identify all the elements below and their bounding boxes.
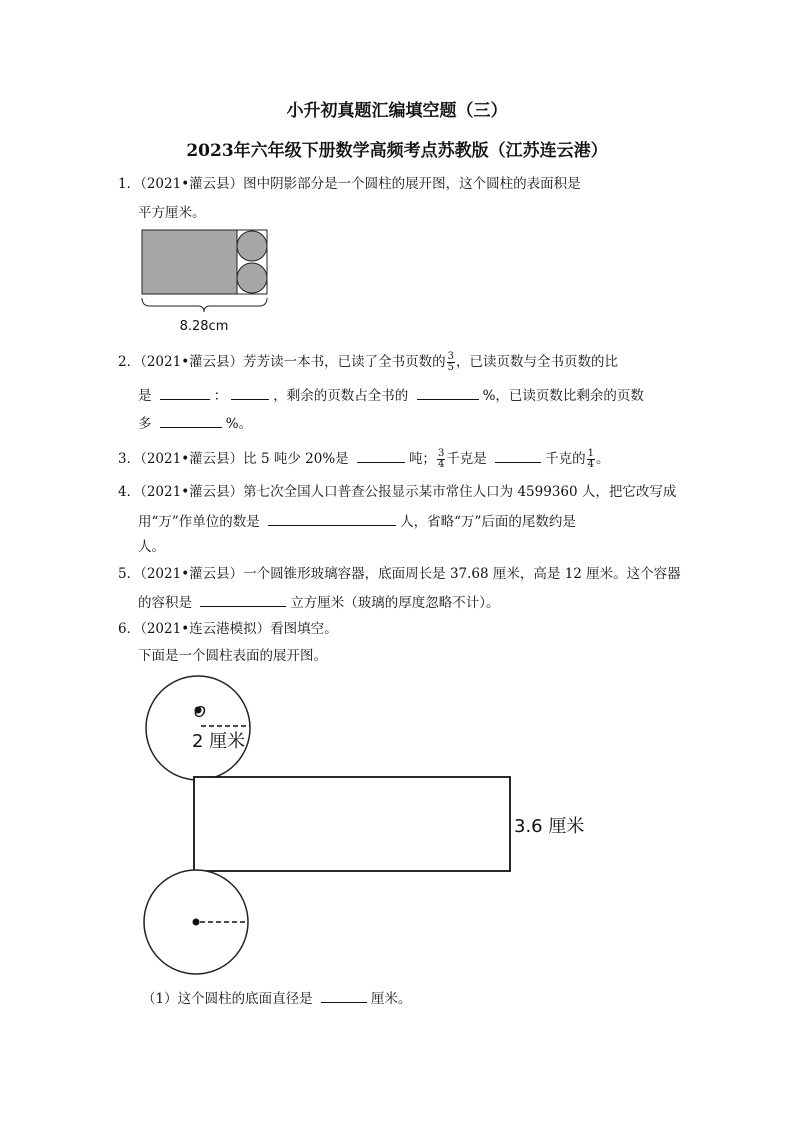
question-text: 看图填空。 — [270, 621, 338, 637]
question-2-line-1 — [118, 352, 618, 373]
question-2-line-3 — [138, 413, 252, 433]
question-text: 平方厘米。 — [138, 205, 206, 221]
page-title: 小升初真题汇编填空题（三） — [286, 101, 508, 121]
question-number: 4． — [118, 484, 141, 500]
question-4-line-1 — [118, 483, 676, 501]
top-base-circle — [146, 676, 250, 780]
question-text: 千克是 — [446, 451, 487, 467]
question-text: 立方厘米（玻璃的厚度忽略不计）。 — [290, 595, 500, 611]
question-text: 千克的 — [545, 451, 586, 467]
question-number: 2． — [118, 354, 141, 370]
question-number: 5． — [118, 566, 141, 582]
question-5-line-1 — [118, 565, 681, 583]
colon: ： — [213, 388, 228, 404]
question-text: 人。 — [138, 539, 165, 555]
shaded-circle-bottom — [237, 263, 267, 293]
question-text: ，已读页数与全书页数的比 — [456, 354, 619, 370]
height-label: 3.6 厘米 — [514, 816, 585, 837]
question-text: ，剩余的页数占全书的 — [273, 388, 409, 404]
answer-blank[interactable] — [321, 988, 367, 1003]
question-source: （2021•灌云县） — [140, 176, 244, 192]
question-text: 用“万”作单位的数是 — [138, 514, 260, 530]
answer-blank[interactable] — [495, 448, 541, 463]
question-text: 一个圆锥形玻璃容器，底面周长是 37.68 厘米，高是 12 厘米。这个容器 — [243, 566, 681, 582]
question-text: %。 — [225, 416, 253, 432]
cylinder-net-figure-1 — [136, 226, 276, 336]
question-2-line-2 — [138, 385, 644, 405]
question-source: （2021•灌云县） — [140, 451, 244, 467]
question-number: 1． — [118, 176, 141, 192]
radius-label: 2 厘米 — [192, 731, 246, 752]
center-point-bottom — [193, 919, 200, 926]
question-6-sub-1 — [142, 988, 411, 1008]
question-text: 的容积是 — [138, 595, 192, 611]
question-text: 多 — [138, 416, 152, 432]
answer-blank[interactable] — [417, 385, 479, 400]
question-text: 。 — [595, 451, 610, 467]
width-label: 8.28cm — [179, 319, 229, 334]
question-text: 比 5 吨少 20%是 — [243, 451, 349, 467]
answer-blank[interactable] — [200, 592, 286, 607]
question-text: 吨； — [408, 451, 436, 467]
answer-blank[interactable] — [357, 448, 405, 463]
question-source: （2021•灌云县） — [140, 566, 244, 582]
question-text: 厘米。 — [370, 991, 412, 1007]
question-1-line-1 — [118, 175, 581, 193]
question-source: （2021•灌云县） — [140, 354, 244, 370]
fraction-one-quarter: $\frac{1}{4}$ — [587, 448, 594, 470]
question-source: （2021•连云港模拟） — [140, 621, 271, 637]
answer-blank[interactable] — [160, 385, 210, 400]
question-text: %，已读页数比剩余的页数 — [482, 388, 644, 404]
answer-blank[interactable] — [268, 511, 396, 526]
side-rectangle — [194, 777, 510, 871]
question-text: 人，省略“万”后面的尾数约是 — [400, 514, 576, 530]
question-1-line-2 — [138, 202, 206, 222]
question-source: （2021•灌云县） — [140, 484, 244, 500]
fraction-three-quarters: $\frac{3}{4}$ — [437, 448, 445, 470]
question-6-line-1 — [118, 620, 338, 638]
shaded-rectangle — [142, 230, 237, 294]
page-subtitle: 2023年六年级下册数学高频考点苏教版（江苏连云港） — [186, 141, 608, 161]
answer-blank[interactable] — [231, 385, 269, 400]
fraction-three-fifths: $\frac{3}{5}$ — [447, 351, 455, 373]
question-4-line-2 — [138, 511, 576, 531]
question-text: （1）这个圆柱的底面直径是 — [142, 991, 313, 1007]
question-6-intro: 下面是一个圆柱表面的展开图。 — [138, 648, 327, 664]
question-5-line-2 — [138, 592, 500, 612]
question-4-line-3 — [138, 538, 165, 556]
question-text: 是 — [138, 388, 152, 404]
question-number: 3． — [118, 451, 141, 467]
question-number: 6． — [118, 621, 141, 637]
question-text: 图中阴影部分是一个圆柱的展开图，这个圆柱的表面积是 — [243, 176, 581, 192]
question-3 — [118, 448, 609, 470]
question-text: 芳芳读一本书，已读了全书页数的 — [243, 354, 446, 370]
shaded-circle-top — [237, 231, 267, 261]
answer-blank[interactable] — [160, 413, 222, 428]
center-label: O — [194, 703, 206, 721]
question-text: 第七次全国人口普查公报显示某市常住人口为 4599360 人，把它改写成 — [243, 484, 677, 500]
width-brace — [142, 298, 267, 312]
cylinder-net-figure-2 — [130, 670, 610, 985]
